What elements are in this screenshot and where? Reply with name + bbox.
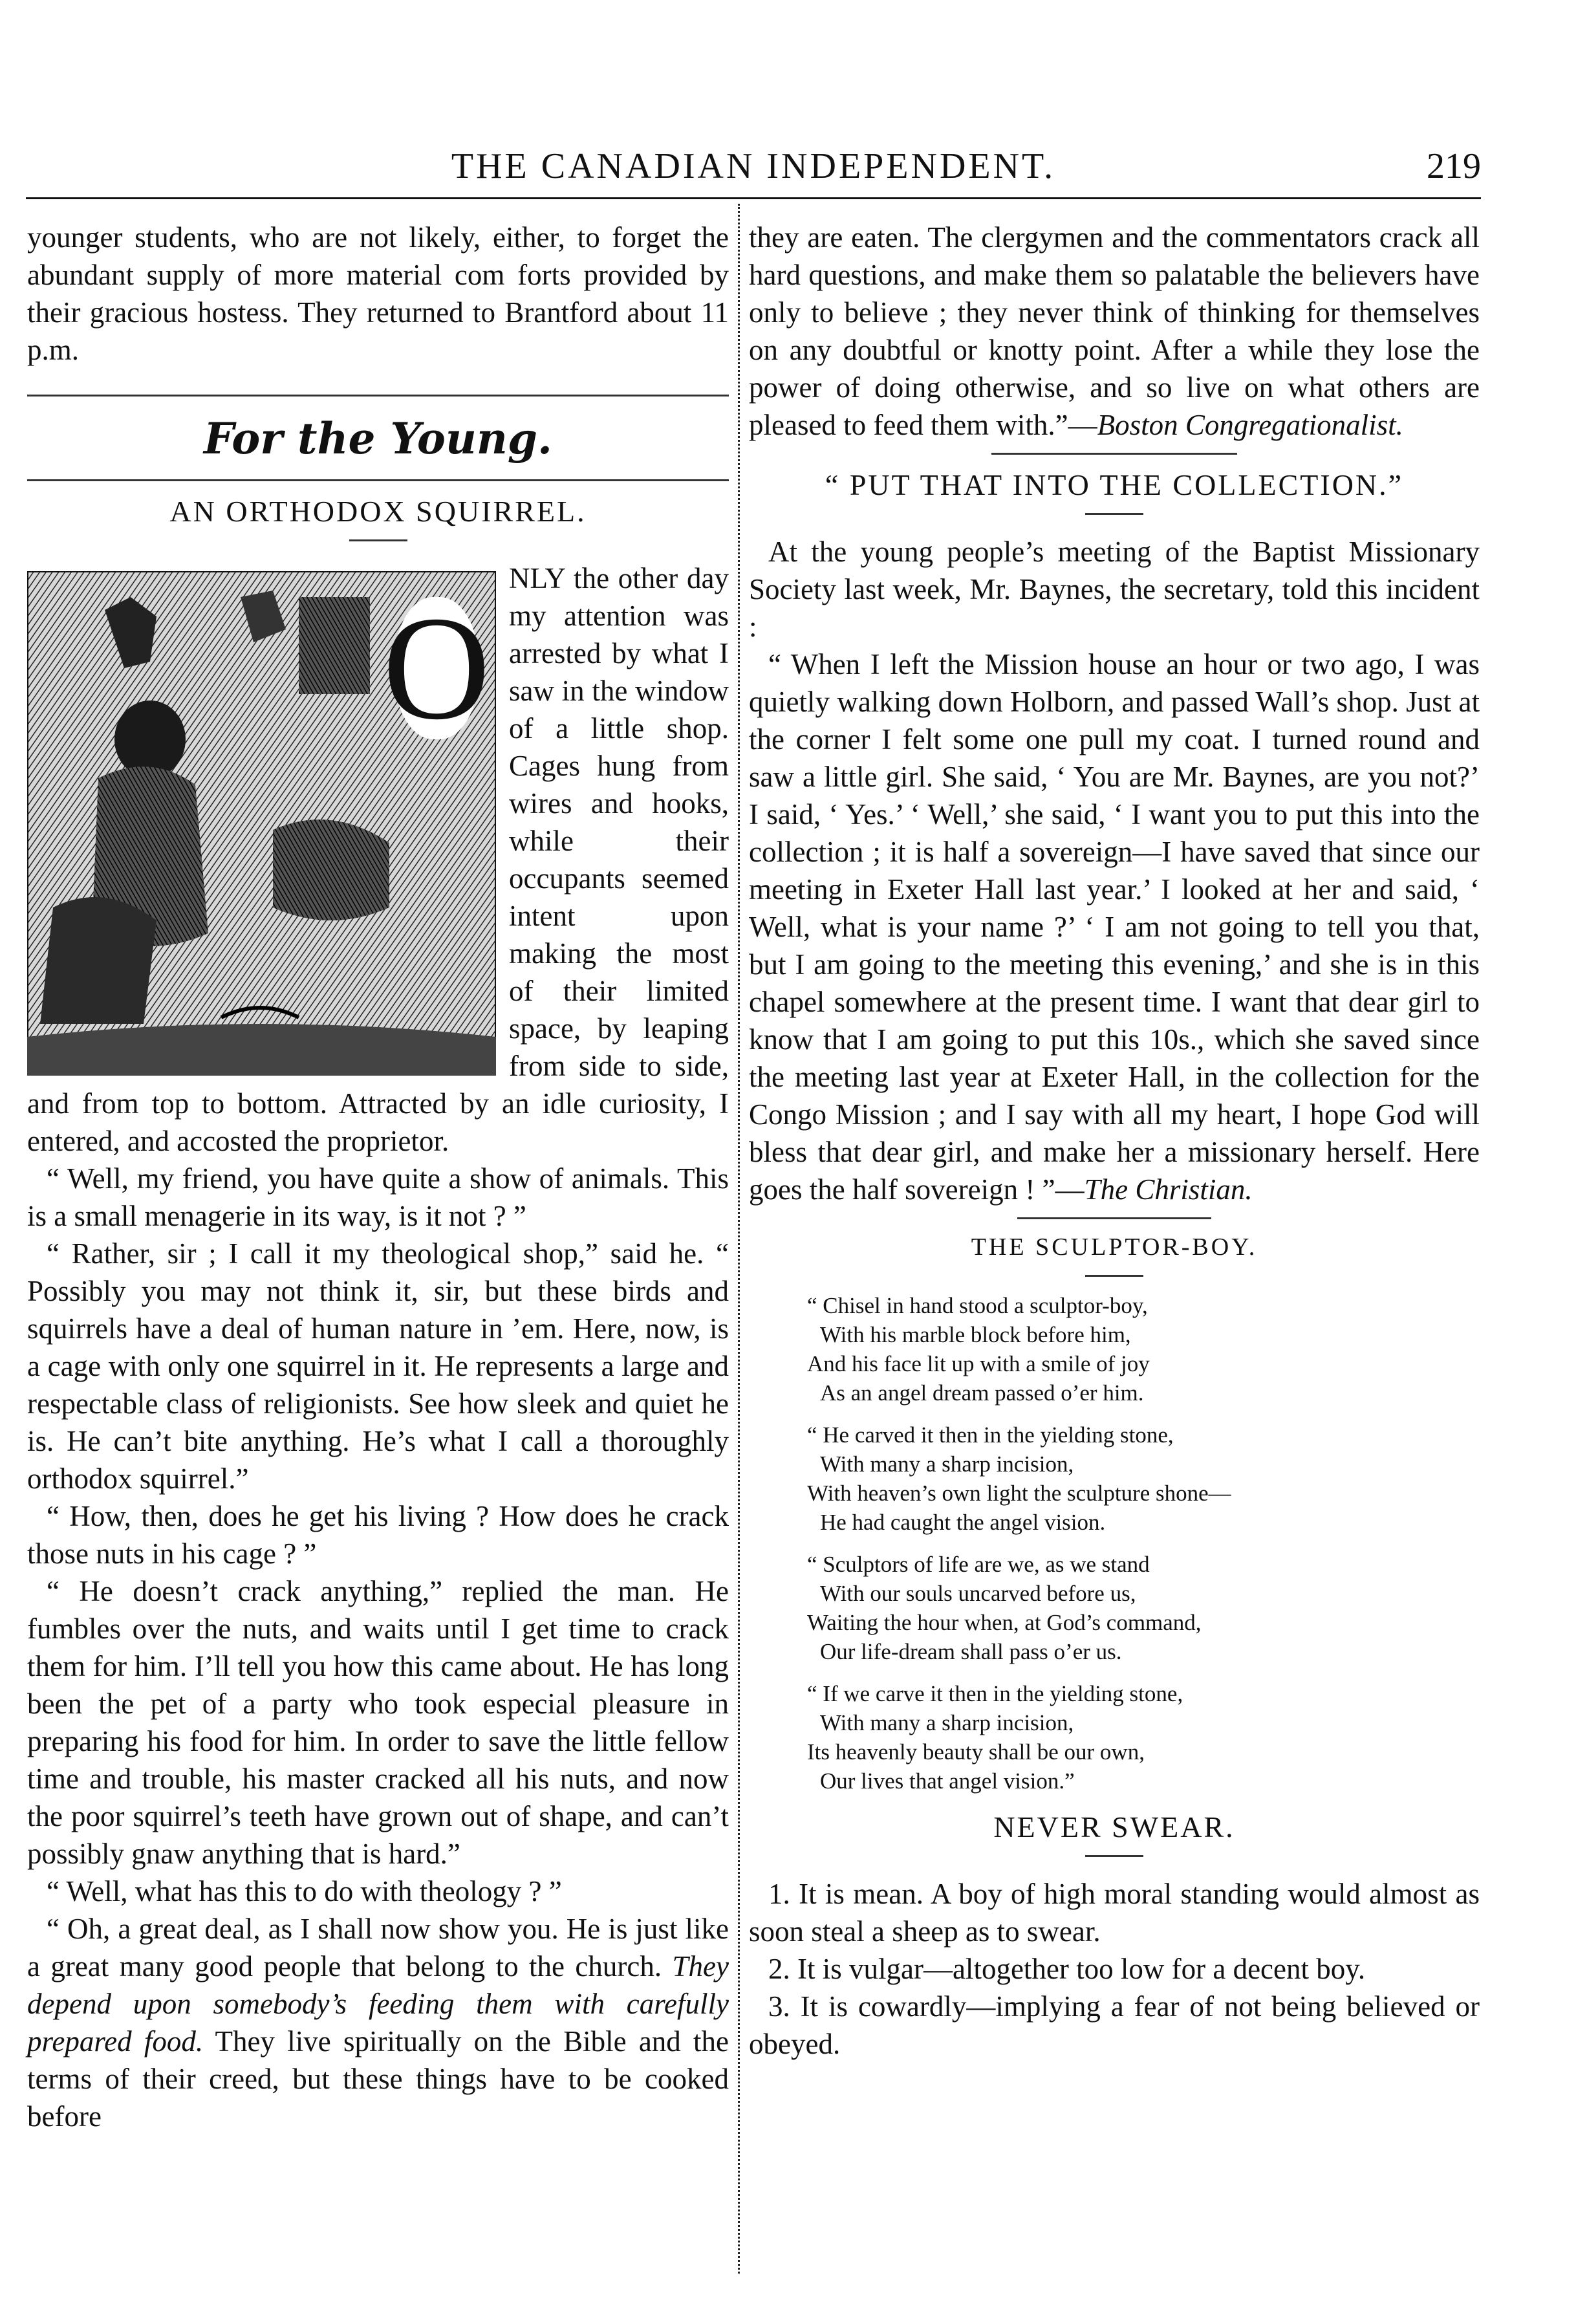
poem-stanza-2 (749, 1420, 1480, 1537)
column-divider (738, 204, 740, 2274)
article-title-3: NEVER SWEAR. (993, 1810, 1235, 1843)
title-rule-2 (1085, 513, 1143, 515)
poem-stanza-1 (749, 1291, 1480, 1407)
poem (749, 1291, 1480, 1796)
collection-paragraph-2 (749, 646, 1480, 1208)
poem-stanza-4 (749, 1679, 1480, 1796)
article-rule-1 (991, 453, 1237, 455)
paragraph-7-italic: They depend upon somebody’s feeding them with carefully prepared food. (27, 1950, 729, 2058)
poem-line: With heaven’s own light the sculpture shone— (807, 1481, 1231, 1506)
paragraph-7-end: They live spiritually on the Bible and the terms of their creed, but these things have to be cooked before (27, 2025, 729, 2133)
poem-line: “ He carved it then in the yielding stone, (807, 1422, 1174, 1448)
never-swear-item-1: 1. It is mean. A boy of high moral standing would almost as soon steal a sheep as to swear. (749, 1878, 1480, 1948)
poem-line: Our lives that angel vision.” (820, 1768, 1075, 1794)
poem-line: With his marble block before him, (820, 1322, 1131, 1347)
poem-line: “ If we carve it then in the yielding stone, (807, 1681, 1183, 1706)
poem-stanza-3 (749, 1550, 1480, 1666)
article-title: AN ORTHODOX SQUIRREL. (169, 495, 587, 528)
article-paragraph-4: “ How, then, does he get his living ? How does he crack those nuts in his cage ? ” (27, 1500, 729, 1570)
poem-line: Our life-dream shall pass o’er us. (820, 1639, 1122, 1664)
article-paragraph-1: NLY the other day my attention was arrested by what I saw in the window of a little shop. Cages hung from wires and hooks, while their occupants seemed intent upon making the most of their limited space, by leaping from side to side, and from top to bottom. Attracted by an idle curiosity, I entered, and accosted the proprietor. (27, 562, 729, 1157)
drop-cap-letter: O (382, 585, 491, 750)
section-rule-bottom (27, 479, 729, 481)
page-number: 219 (1427, 146, 1481, 186)
article-rule-2 (1017, 1217, 1211, 1219)
paragraph-7-start: “ Oh, a great deal, as I shall now show you. He is just like a great many good people that belong to the church. (27, 1913, 729, 1982)
poem-line: He had caught the angel vision. (820, 1510, 1106, 1535)
poem-line: With our souls uncarved before us, (820, 1581, 1136, 1606)
collection-story: “ When I left the Mission house an hour or two ago, I was quietly walking down Holborn, and passed Wall’s shop. Just at the corner I felt some one pull my coat. I turned round and saw a little girl. She said, ‘ You are Mr. Baynes, are you not?’ I said, ‘ Yes.’ ‘ Well,’ she said, ‘ I want you to put this into the collection ; it is half a sovereign—I have saved that since our meeting in Exeter Hall last year.’ I looked at her and said, ‘ Well, what is your name ?’ ‘ I am not going to tell you that, but I am going to the meeting this evening,’ and she is in this chapel somewhere at the present time. I want that dear girl to know that I am going to put this 10s., which she saved since the meeting last year at Exeter Hall, in the collection for the Congo Mission ; and I say with all my heart, I hope God will bless that dear girl, and make her a missionary herself. Here goes the half sovereign ! ”— (749, 648, 1480, 1206)
article-paragraph-5: “ He doesn’t crack anything,” replied the man. He fumbles over the nuts, and waits until I get time to crack them for him. I’ll tell you how this came about. He has long been the pet of a party who took especial pleasure in preparing his food for him. In order to save the little fellow time and trouble, his master cracked all his nuts, and now the poor squirrel’s teeth have grown out of shape, and can’t possibly gnaw anything that is hard.” (27, 1575, 729, 1870)
poem-line: “ Sculptors of life are we, as we stand (807, 1552, 1150, 1577)
poem-line: With many a sharp incision, (820, 1451, 1074, 1477)
header-rule (26, 197, 1481, 199)
poem-line: And his face lit up with a smile of joy (807, 1351, 1150, 1376)
left-column (27, 219, 729, 2135)
poem-line: Its heavenly beauty shall be our own, (807, 1739, 1145, 1765)
never-swear-item-3: 3. It is cowardly—implying a fear of not being believed or obeyed. (749, 1990, 1480, 2060)
right-column (749, 219, 1480, 2063)
poem-line: As an angel dream passed o’er him. (820, 1380, 1144, 1406)
poem-line: “ Chisel in hand stood a sculptor-boy, (807, 1293, 1148, 1318)
squirrel-engraving (27, 571, 496, 1076)
article-title-2: “ PUT THAT INTO THE COLLECTION.” (825, 468, 1404, 501)
poem-line: With many a sharp incision, (820, 1710, 1074, 1735)
article-paragraph-6: “ Well, what has this to do with theology ? ” (47, 1875, 562, 1907)
never-swear-item-2: 2. It is vulgar—altogether too low for a decent boy. (768, 1953, 1366, 1985)
title-rule (349, 539, 407, 541)
article-paragraph-2: “ Well, my friend, you have quite a show of animals. This is a small menagerie in its way, is it not ? ” (27, 1162, 729, 1232)
page-header (26, 139, 1481, 204)
poem-title: THE SCULPTOR-BOY. (971, 1233, 1258, 1261)
running-title: THE CANADIAN INDEPENDENT. (451, 146, 1056, 186)
source-credit-2: The Christian. (1084, 1173, 1253, 1206)
collection-paragraph-1: At the young people’s meeting of the Baptist Missionary Society last week, Mr. Baynes, the secretary, told this incident : (749, 536, 1480, 643)
continued-text: they are eaten. The clergymen and the commentators crack all hard questions, and make them so palatable the believers have only to believe ; they never think of thinking for themselves on any doubtful or knotty point. After a while they lose the power of doing otherwise, and so live on what others are pleased to feed them with.”— (749, 221, 1480, 441)
article-paragraph-3: “ Rather, sir ; I call it my theological shop,” said he. “ Possibly you may not think it, sir, but these birds and squirrels have a deal of human nature in ’em. Here, now, is a cage with only one squirrel in it. He represents a large and respectable class of religionists. See how sleek and quiet he is. He can’t bite anything. He’s what I call a thoroughly orthodox squirrel.” (27, 1237, 729, 1495)
poem-title-rule (1085, 1275, 1143, 1277)
section-rule-top (27, 395, 729, 396)
title-rule-3 (1085, 1855, 1143, 1857)
source-credit-1: Boston Congregationalist. (1097, 409, 1403, 441)
article-paragraph-7 (27, 1910, 729, 2135)
poem-line: Waiting the hour when, at God’s command, (807, 1610, 1202, 1635)
intro-paragraph: younger students, who are not likely, either, to forget the abundant supply of more material com forts provided by their gracious hostess. They returned to Brantford about 11 p.m. (27, 221, 729, 366)
section-title: For the Young. (204, 413, 552, 464)
continued-paragraph (749, 219, 1480, 444)
